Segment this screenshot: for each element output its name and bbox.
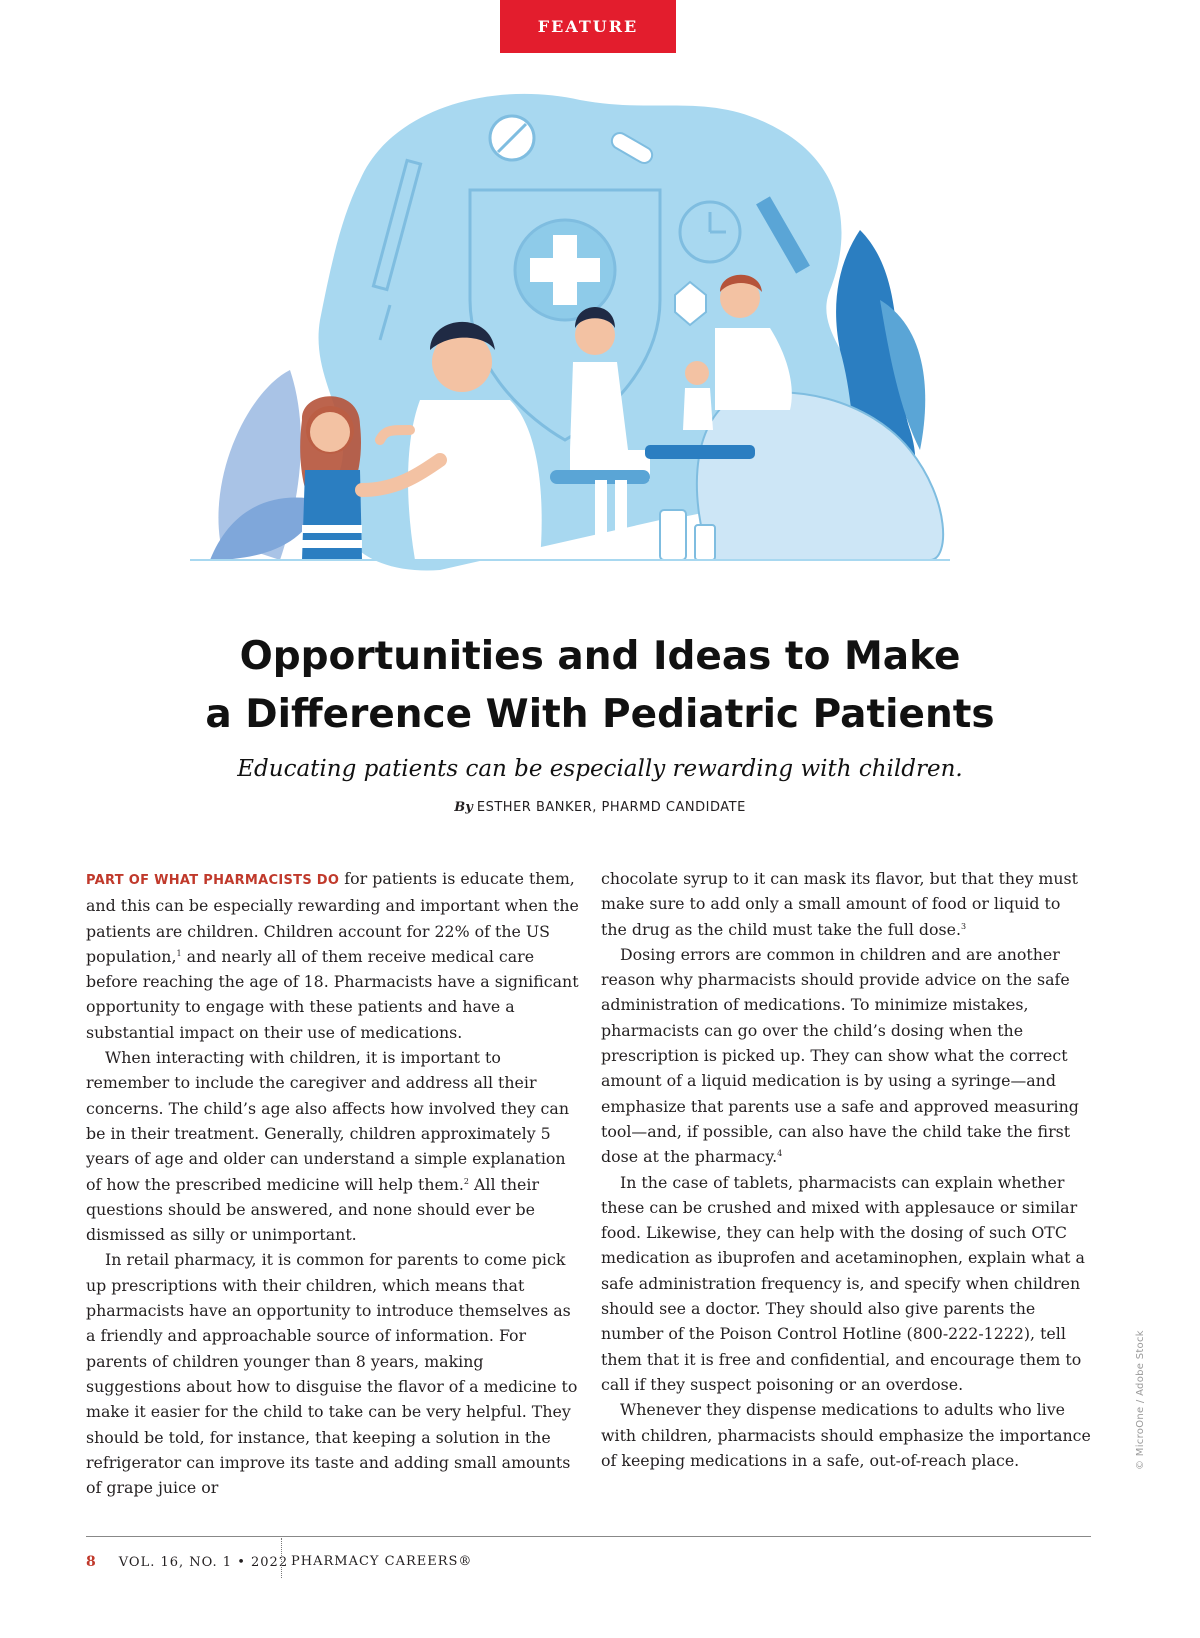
medicine-bottle bbox=[660, 510, 686, 560]
paragraph-6: Whenever they dispense medications to adults who live with children, pharmacists should emphasize the importance of keeping medications in a safe, out-of-reach place. bbox=[601, 1400, 1091, 1470]
paragraph-4: Dosing errors are common in children and are another reason why pharmacists should provide advice on the safe administration of medications. To minimize mistakes, pharmacists can go over the child’s dosing when the prescription is picked up. They can show what the correct amount of a liquid medication is by using a syringe—and emphasize that parents use a safe and approved measuring tool—and, if possible, can also have the child take the first dose at the pharmacy.$^4$ bbox=[601, 944, 1079, 1167]
section-tag-label: FEATURE bbox=[537, 17, 639, 36]
reference-2: 2 bbox=[463, 1176, 469, 1186]
title-line-1: Opportunities and Ideas to Make bbox=[239, 634, 961, 679]
page-number: 8 bbox=[86, 1554, 97, 1570]
byline-prefix: By bbox=[454, 800, 473, 815]
article-title bbox=[150, 628, 1050, 744]
reference-4: 4 bbox=[777, 1149, 783, 1159]
pharmacist-body bbox=[408, 400, 542, 560]
reference-3: 3 bbox=[961, 921, 967, 931]
footer-left bbox=[86, 1552, 288, 1572]
paragraph-1: PART OF WHAT PHARMACISTS DO for patients is educate them, and this can be especially rewarding and important when the patients are children. Children account for 22% of the US population,$^1$ and nearly all of them receive medical care before reaching the age of 18. Pharmacists have a significant opportunity to engage with these patients and have a substantial impact on their use of medications. bbox=[86, 869, 579, 1042]
paragraph-3-continued: chocolate syrup to it can mask its flavor, but that they must make sure to add only a small amount of food or liquid to the drug as the child must take the full dose.$^3$ bbox=[601, 869, 1078, 939]
byline bbox=[150, 800, 1050, 815]
paragraph-5: In the case of tablets, pharmacists can explain whether these can be crushed and mixed with applesauce or similar food. Likewise, they can help with the dosing of such OTC medication as ibuprofen and acetaminophen, explain what a safe administration frequency is, and specify when children should see a doctor. They should also give parents the number of the Poison Control Hotline (800-222-1222), tell them that it is free and confidential, and encourage them to call if they suspect poisoning or an overdose. bbox=[601, 1172, 1085, 1394]
lead-in: PART OF WHAT PHARMACISTS DO bbox=[86, 873, 340, 888]
article-deck: Educating patients can be especially rewarding with children. bbox=[237, 756, 963, 782]
exam-table bbox=[645, 445, 755, 459]
body-column-right bbox=[601, 866, 1091, 1473]
footer-divider bbox=[281, 1538, 282, 1578]
body-column-left bbox=[86, 866, 581, 1500]
pediatric-pharmacy-illustration bbox=[190, 70, 1000, 590]
paragraph-3: In retail pharmacy, it is common for parents to come pick up prescriptions with their children, which means that pharmacists have an opportunity to introduce themselves as a friendly and approachable source of information. For parents of children younger than 8 years, making suggestions about how to disguise the flavor of a medicine to make it easier for the child to take can be very helpful. They should be told, for instance, that keeping a solution in the refrigerator can improve its taste and adding small amounts of grape juice or bbox=[86, 1250, 578, 1498]
issue-info: VOL. 16, NO. 1 • 2022 bbox=[118, 1554, 289, 1570]
section-tag bbox=[500, 0, 676, 53]
title-line-2: a Difference With Pediatric Patients bbox=[205, 692, 995, 737]
boy-head bbox=[685, 361, 709, 385]
footer-rule bbox=[86, 1536, 1091, 1537]
journal-name: PHARMACY CAREERS® bbox=[291, 1554, 473, 1569]
image-credit: © MicroOne / Adobe Stock bbox=[1135, 1330, 1146, 1470]
paragraph-2: When interacting with children, it is important to remember to include the caregiver and address all their concerns. The child’s age also affects how involved they can be in their treatment. Generally, children approximately 5 years of age and older can understand a simple explanation of how the prescribed medicine will help them.$^2$ All their questions should be answered, and none should ever be dismissed as silly or unimportant. bbox=[86, 1048, 569, 1245]
reference-1: 1 bbox=[176, 948, 182, 958]
author-name: ESTHER BANKER, PHARMD CANDIDATE bbox=[476, 800, 746, 815]
